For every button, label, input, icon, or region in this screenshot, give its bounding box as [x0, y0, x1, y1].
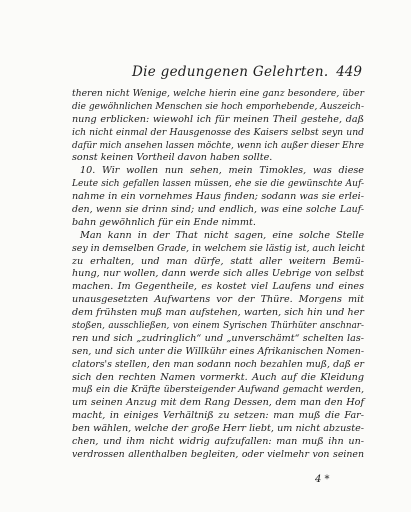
page-header	[72, 62, 362, 84]
text-line: chen, und ihm nicht widrig aufzufallen: man muß ihn un-	[72, 436, 364, 448]
text-line: sonst keinen Vortheil davon haben sollte.	[72, 152, 273, 164]
text-line: zu erhalten, und man dürfe, statt aller weitern Bemü-	[72, 255, 364, 267]
text-line: unausgesetzten Aufwartens vor der Thüre. Morgens mit	[72, 294, 364, 306]
text-line: hung, nur wollen, dann werde sich alles Uebrige von selbst	[72, 268, 364, 280]
text-line: nung erblicken: wiewohl ich für meinen Theil gestehe, daß	[72, 113, 364, 125]
text-line: dem frühsten muß man aufstehen, warten, sich hin und her	[72, 307, 364, 319]
page-number: 449	[336, 64, 362, 80]
text-line: die gewöhnlichen Menschen sie hoch emporhebende, Auszeich-	[72, 101, 364, 112]
text-line: clators's stellen, den man sodann noch bezahlen muß, daß er	[72, 358, 364, 370]
text-line: nahme in ein vornehmes Haus finden; sodann was sie erlei-	[72, 191, 364, 203]
running-title: Die gedungenen Gelehrten.	[132, 64, 329, 80]
text-line: sen, und sich unter die Willkühr eines Afrikanischen Nomen-	[72, 345, 364, 357]
text-line: ben wählen, welche der große Herr liebt, um nicht abzuste-	[72, 423, 364, 435]
text-line: bahn gewöhnlich für ein Ende nimmt.	[72, 216, 256, 228]
text-line: stoßen, ausschließen, von einem Syrischen Thürhüter anschnar-	[72, 321, 364, 332]
body-text	[72, 88, 364, 462]
text-line: Man kann in der That nicht sagen, eine solche Stelle	[80, 229, 364, 241]
text-line: machen. Im Gegentheile, es kostet viel Laufens und eines	[72, 281, 364, 293]
text-line: ren und sich „zudringlich“ und „unverschämt“ schelten las-	[72, 332, 364, 344]
text-line: sey in demselben Grade, in welchem sie lästig ist, auch leicht	[72, 242, 365, 254]
text-line: um seinen Anzug mit dem Rang Dessen, dem man den Hof	[72, 397, 364, 409]
text-line: ich nicht einmal der Hausgenosse des Kaisers selbst seyn und	[72, 126, 364, 138]
text-line: verdrossen allenthalben begleiten, oder vielmehr von seinen	[72, 448, 364, 460]
text-line: macht, in einiges Verhältniß zu setzen: man muß die Far-	[72, 410, 364, 422]
text-line: muß ein die Kräfte übersteigender Aufwand gemacht werden,	[72, 384, 364, 396]
text-line: sich den rechten Namen vormerkt. Auch auf die Kleidung	[72, 371, 364, 383]
text-line: 10. Wir wollen nun sehen, mein Timokles, was diese	[80, 165, 364, 177]
signature-mark: 4 *	[315, 474, 330, 485]
text-line: dafür mich ansehen lassen möchte, wenn ich außer dieser Ehre	[72, 140, 364, 151]
text-line: den, wenn sie drinn sind; und endlich, was eine solche Lauf-	[72, 204, 364, 216]
text-line: Leute sich gefallen lassen müssen, ehe sie die gewünschte Auf-	[72, 179, 364, 190]
text-line: theren nicht Wenige, welche hierin eine ganz besondere, über	[72, 88, 364, 99]
